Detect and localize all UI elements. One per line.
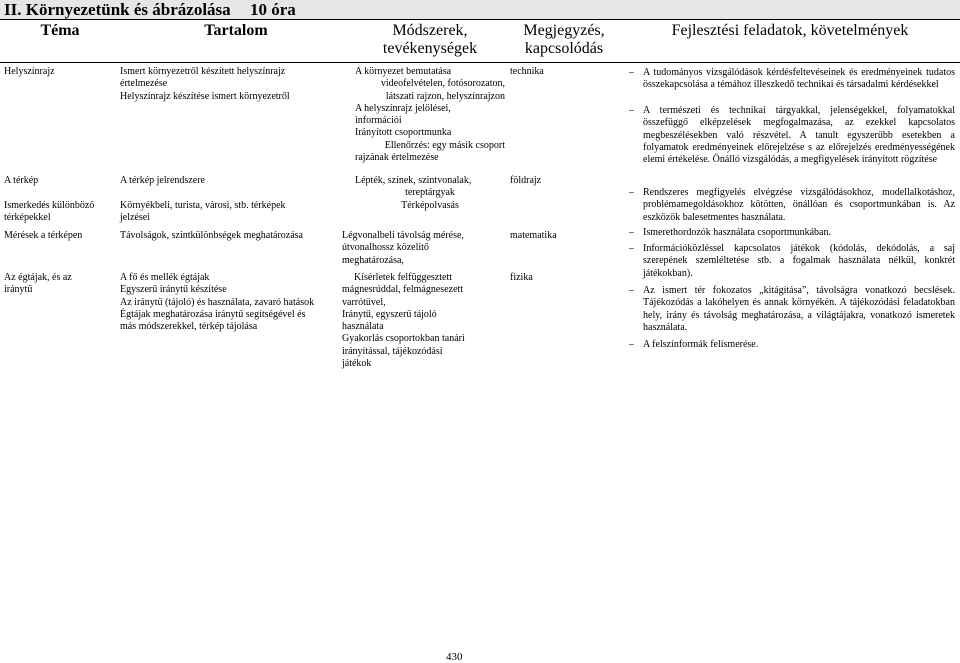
row-5-modszerek-line: Kísérletek felfüggesztett: [354, 272, 453, 283]
row-4-modszerek-line: útvonalhossz közelítő: [342, 242, 429, 254]
dash-bullet: –: [629, 243, 634, 254]
fejlesztesi-item-text: Rendszeres megfigyelés elvégzése vizsgálódásokhoz, modellalkotáshoz, problémamegoldásokhoz kötötten, önállóan és csoportmunkában is. Az eszközök balesetmentes használata.: [643, 187, 955, 223]
table-top-rule: [0, 19, 960, 20]
row-5-modszerek-line: irányítással, tájékozódási: [342, 345, 443, 357]
row-3-tartalom: [120, 200, 286, 225]
header-modszerek-2: tevékenységek: [382, 40, 478, 57]
fejlesztesi-item-text: A természeti és technikai tárgyakkal, jelenségekkel, folyamatokkal összefüggő elképzelések megfogalmazása, az ezekkel kapcsolatos megbeszélésekben való részvétel. A tanult egyszerűbb esetekben a folyamatok eredményeinek előrejelzése s az előrejelzés eredményességének elemi értékelése. Önálló vizsgálódás, a megfigyelések irányított rögzítése: [643, 105, 955, 166]
row-1-tema-line: Helyszínrajz: [4, 66, 55, 77]
row-5-modszerek-line: Iránytű, egyszerű tájoló: [342, 308, 437, 320]
row-4-megjegyzes: matematika: [510, 230, 557, 241]
fejlesztesi-item-text: A tudományos vizsgálódások kérdésfeltevéseinek és eredményeinek tudatos összekapcsolása a témához illeszkedő technikai és társadalmi kérdésekkel: [643, 67, 955, 91]
row-2-megjegyzes: földrajz: [510, 175, 542, 186]
row-1-modszerek-line: rajzának értelmezése: [355, 152, 439, 164]
dash-bullet: –: [629, 67, 634, 78]
header-megjegyzes-1: Megjegyzés,: [523, 22, 605, 39]
row-4-tartalom-line: Távolságok, szintkülönbségek meghatározása: [120, 230, 303, 241]
dash-bullet: –: [629, 339, 634, 350]
fejlesztesi-item: [619, 285, 955, 335]
row-5-modszerek-line: varrótűvel,: [342, 296, 386, 308]
row-1-tartalom-line: Helyszínrajz készítése ismert környezetről: [120, 90, 290, 102]
row-3-modszerek-line: Térképolvasás: [401, 200, 459, 211]
row-3-tema: [4, 200, 94, 225]
header-modszerek-1: Módszerek,: [392, 22, 468, 39]
row-5-tartalom-line: Egyszerű iránytű készítése: [120, 284, 227, 296]
row-1-modszerek-line: A környezet bemutatása: [355, 66, 452, 77]
row-1-modszerek-line: látszati rajzon, helyszínrajzon: [385, 90, 505, 102]
row-2-tema-line: A térkép: [4, 175, 39, 186]
fejlesztesi-item: [619, 243, 955, 280]
header-megjegyzes-2: kapcsolódás: [524, 40, 604, 57]
row-5-modszerek-line: játékok: [342, 358, 372, 370]
row-3-modszerek: [355, 200, 505, 212]
row-4-modszerek-line: meghatározása,: [342, 254, 404, 266]
fejlesztesi-item: [619, 227, 955, 240]
hours-label: 10 óra: [250, 0, 296, 19]
row-2-tema: [4, 175, 38, 187]
row-2-modszerek-line: Lépték, színek, szintvonalak,: [355, 175, 472, 186]
dash-bullet: –: [629, 105, 634, 116]
row-5-tema: [4, 272, 72, 297]
row-1-modszerek-line: információi: [355, 115, 402, 127]
row-4-modszerek-line: Légvonalbeli távolság mérése,: [342, 230, 464, 241]
row-1-modszerek-line: Irányított csoportmunka: [355, 127, 452, 139]
fejlesztesi-item: [619, 339, 955, 352]
fejlesztesi-item-text: Az ismert tér fokozatos „kitágítása”, távolságra vonatkozó becslések. Tájékozódás a lakóhelyen és annak környékén. A tájékozódási feladatokban hely, irány és távolság meghatározása, a világtájakra, vonatkozó ismeretek használata.: [643, 285, 955, 333]
row-2-modszerek-line: tereptárgyak: [405, 187, 455, 199]
fejlesztesi-item-text: A felszínformák felismerése.: [643, 339, 759, 350]
row-1-modszerek-line: A helyszínrajz jelölései,: [355, 102, 451, 114]
row-1-modszerek-line: videofelvételen, fotósorozaton,: [380, 78, 505, 90]
row-2-tartalom: [120, 175, 205, 187]
row-1-tartalom: [120, 66, 290, 103]
row-3-tema-line: Ismerkedés különböző: [4, 200, 95, 211]
row-1-tartalom-line: Ismert környezetről készített helyszínrajz: [120, 66, 286, 77]
row-4-tema: [4, 230, 82, 242]
dash-bullet: –: [629, 187, 634, 198]
row-5-modszerek-line: használata: [342, 321, 384, 333]
fejlesztesi-item-text: Ismerethordozók használata csoportmunkában.: [643, 227, 831, 238]
row-1-tartalom-line: értelmezése: [120, 78, 168, 90]
row-3-tartalom-line: Környékbeli, turista, városi, stb. térképek: [120, 200, 286, 211]
header-tema: Téma: [40, 22, 80, 39]
row-5-modszerek-line: mágnesrúddal, felmágnesezett: [342, 284, 464, 296]
row-4-tartalom: [120, 230, 303, 242]
row-2-tartalom-line: A térkép jelrendszere: [120, 175, 205, 186]
chapter-title: II. Környezetünk és ábrázolása: [4, 0, 231, 19]
row-2-modszerek: [355, 175, 505, 200]
dash-bullet: –: [629, 285, 634, 296]
row-5-tartalom: [120, 272, 314, 333]
row-3-tema-line: térképekkel: [4, 212, 51, 224]
row-5-tartalom-line: A fő és mellék égtájak: [120, 272, 210, 283]
row-3-tartalom-line: jelzései: [120, 212, 150, 224]
header-bottom-rule: [0, 62, 960, 63]
row-4-modszerek: [342, 230, 464, 267]
header-tartalom: Tartalom: [204, 22, 268, 39]
row-5-modszerek-line: Gyakorlás csoportokban tanári: [342, 333, 465, 345]
page-number: 430: [446, 651, 463, 663]
header-fejlesztesi: Fejlesztési feladatok, követelmények: [671, 22, 909, 39]
row-5-tema-line: Az égtájak, és az: [4, 272, 72, 283]
row-1-modszerek-line: Ellenőrzés: egy másik csoport: [384, 139, 505, 151]
fejlesztesi-item-text: Információközléssel kapcsolatos játékok (kódolás, dekódolás, a saj szerepének szemléltetése stb. a fogalmak használata nélkül, konkrét játékokban).: [643, 243, 955, 279]
row-1-megjegyzes: technika: [510, 66, 544, 77]
row-5-tartalom-line: Égtájak meghatározása iránytű segítségével és: [120, 308, 306, 320]
row-5-tartalom-line: Az iránytű (tájoló) és használata, zavaró hatások: [120, 296, 315, 308]
row-5-modszerek: [342, 272, 465, 370]
row-4-tema-line: Mérések a térképen: [4, 230, 83, 241]
dash-bullet: –: [629, 227, 634, 238]
row-1-tema: [4, 66, 55, 78]
row-1-modszerek: [355, 66, 505, 164]
row-5-tartalom-line: más módszerekkel, térkép tájolása: [120, 321, 258, 333]
row-5-tema-line: iránytű: [4, 284, 33, 296]
fejlesztesi-item: [619, 67, 955, 104]
row-5-megjegyzes: fizika: [510, 272, 533, 283]
fejlesztesi-item: [619, 187, 955, 224]
